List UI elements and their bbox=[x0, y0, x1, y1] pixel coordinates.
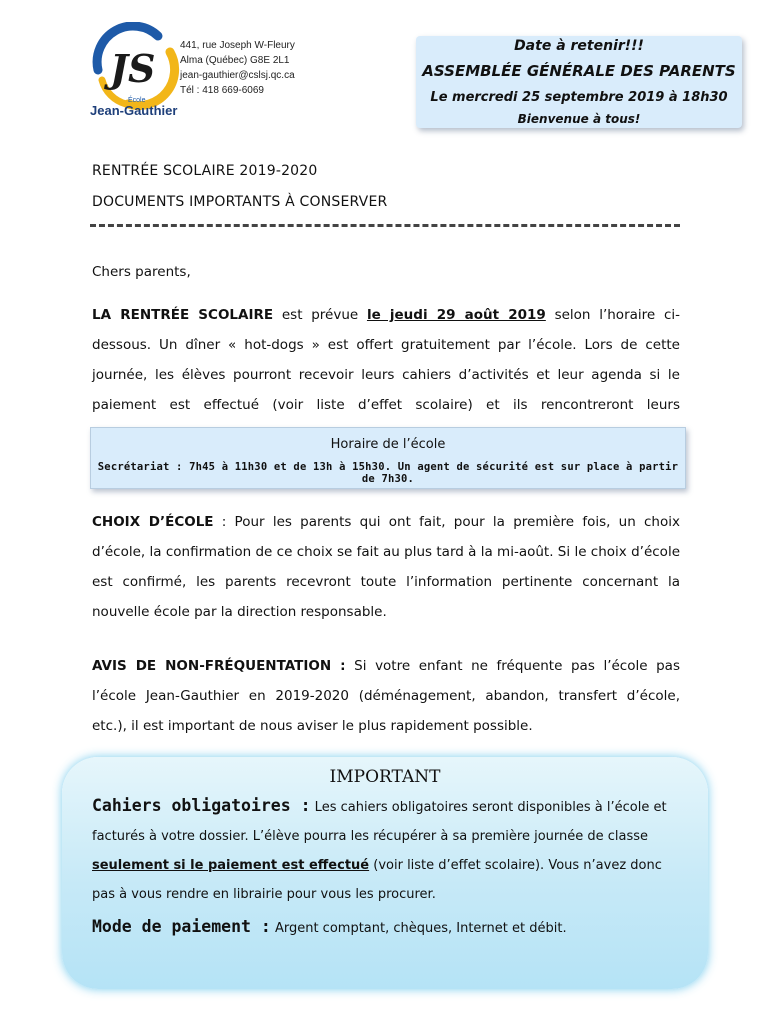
school-logo bbox=[88, 22, 180, 118]
notice-datetime: Le mercredi 25 septembre 2019 à 18h30 bbox=[430, 90, 728, 105]
choix-ecole-label: CHOIX D’ÉCOLE bbox=[92, 514, 214, 530]
cahiers-text-b: (voir liste d’effet scolaire). Vous n’avez donc pas à vous rendre en librairie pour vous les procurer. bbox=[92, 858, 662, 902]
paragraph-choix-ecole bbox=[92, 507, 680, 627]
title-documents: DOCUMENTS IMPORTANTS À CONSERVER bbox=[92, 194, 388, 210]
logo-text: JS bbox=[110, 46, 156, 91]
logo-name: Jean-Gauthier bbox=[90, 103, 178, 118]
paiement-text: Argent comptant, chèques, Internet et débit. bbox=[270, 921, 567, 936]
rentree-label: LA RENTRÉE SCOLAIRE bbox=[92, 307, 274, 323]
address-street: 441, rue Joseph W-Fleury bbox=[180, 40, 295, 51]
choix-ecole-text: : Pour les parents qui ont fait, pour la première fois, un choix d’école, la confirmation de ce choix se fait au plus tard à la mi-août. Si le choix d’école est confirmé, les parents recevront toute l’information pertinente concernant la nouvelle école par la direction responsable. bbox=[92, 514, 680, 620]
non-frequentation-label: AVIS DE NON-FRÉQUENTATION : bbox=[92, 658, 346, 674]
address-city: Alma (Québec) G8E 2L1 bbox=[180, 55, 290, 66]
rentree-text-a: est prévue bbox=[273, 307, 367, 323]
hours-text: Secrétariat : 7h45 à 11h30 et de 13h à 15h30. Un agent de sécurité est sur place à partir de 7h30. bbox=[97, 461, 679, 485]
paiement-label: Mode de paiement : bbox=[92, 917, 271, 936]
hours-title: Horaire de l’école bbox=[330, 437, 446, 452]
rentree-text-b: selon l’horaire ci-dessous. Un dîner « hot-dogs » est offert gratuitement par l’école. Lors de cette journée, les élèves pourront recevoir leurs cahiers d’activités et leur agenda si le paiement est effectué (voir liste d’effet scolaire) et ils rencontreront leurs bbox=[92, 307, 680, 413]
non-frequentation-text: Si votre enfant ne fréquente pas l’école pas l’école Jean-Gauthier en 2019-2020 (déménagement, abandon, transfert d’école, etc.), il est important de nous aviser le plus rapidement possible. bbox=[92, 658, 680, 734]
school-hours-box bbox=[90, 427, 686, 489]
important-box bbox=[62, 757, 708, 989]
assembly-notice-box bbox=[416, 36, 742, 128]
address-email: jean-gauthier@cslsj.qc.ca bbox=[180, 70, 295, 81]
rentree-date: le jeudi 29 août 2019 bbox=[366, 307, 546, 323]
cahiers-condition: seulement si le paiement est effectué bbox=[92, 858, 370, 873]
notice-date-reminder: Date à retenir!!! bbox=[514, 38, 644, 54]
title-rentree: RENTRÉE SCOLAIRE 2019-2020 bbox=[92, 163, 318, 179]
cahiers-paragraph bbox=[92, 791, 672, 909]
cahiers-text-a: Les cahiers obligatoires seront disponibles à l’école et facturés à votre dossier. L’élève pourra les récupérer à sa première journée de classe bbox=[92, 800, 667, 844]
important-title: IMPORTANT bbox=[329, 767, 441, 787]
paiement-paragraph bbox=[92, 917, 672, 936]
school-address bbox=[180, 38, 295, 98]
dashed-divider bbox=[90, 224, 680, 227]
address-phone: Tél : 418 669-6069 bbox=[180, 85, 264, 96]
notice-title: ASSEMBLÉE GÉNÉRALE DES PARENTS bbox=[422, 62, 736, 80]
paragraph-non-frequentation bbox=[92, 651, 680, 741]
notice-welcome: Bienvenue à tous! bbox=[517, 112, 641, 126]
greeting: Chers parents, bbox=[92, 264, 191, 280]
logo-caption: École bbox=[128, 97, 146, 104]
cahiers-label: Cahiers obligatoires : bbox=[92, 796, 311, 815]
